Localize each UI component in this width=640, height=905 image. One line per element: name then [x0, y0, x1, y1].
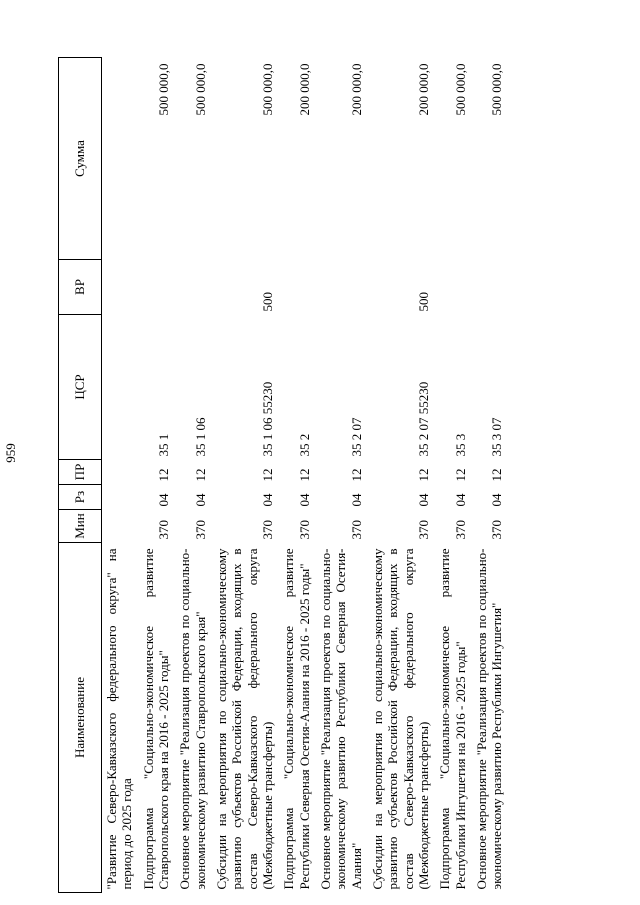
row-pr: 12	[489, 468, 505, 482]
row-sum: 500 000,0	[192, 63, 208, 116]
header-sum: Сумма	[59, 58, 102, 260]
row-sum	[102, 58, 135, 260]
row-vr	[275, 260, 312, 315]
row-rz: 04	[155, 493, 171, 507]
row-csr	[102, 315, 135, 460]
budget-table-rotated	[58, 58, 588, 893]
row-name: Основное мероприятие "Реализация проектов по социально-экономическому развитию Республики Ингушетия"	[473, 548, 505, 890]
row-pr	[102, 460, 135, 485]
table-row	[468, 58, 505, 893]
row-min: 370	[259, 520, 275, 540]
row-pr: 12	[155, 468, 171, 482]
row-sum: 200 000,0	[415, 63, 431, 116]
row-vr	[171, 260, 208, 315]
table-row	[431, 58, 468, 893]
row-csr: 35 1	[155, 433, 171, 457]
row-pr: 12	[415, 468, 431, 482]
row-min: 370	[296, 520, 312, 540]
table-row	[208, 58, 275, 893]
page-number	[0, 0, 22, 905]
row-pr: 12	[452, 468, 468, 482]
row-min: 370	[489, 520, 505, 540]
row-csr: 35 3	[452, 433, 468, 457]
row-vr	[312, 260, 364, 315]
row-vr	[135, 260, 172, 315]
row-name: Подпрограмма "Социально-экономическое развитие Ставропольского края на 2016 - 2025 годы"	[140, 548, 171, 890]
row-rz: 04	[192, 493, 208, 507]
row-csr: 35 2 07 55230	[415, 381, 431, 457]
row-rz: 04	[415, 493, 431, 507]
row-csr: 35 1 06	[192, 417, 208, 457]
header-vr: ВР	[59, 260, 102, 315]
row-sum: 500 000,0	[489, 63, 505, 116]
table-row	[171, 58, 208, 893]
header-csr: ЦСР	[59, 315, 102, 460]
row-name: Основное мероприятие "Реализация проектов по социально-экономическому развитию Республики Северная Осетия-Алания"	[317, 548, 364, 890]
row-min: 370	[415, 520, 431, 540]
row-pr: 12	[296, 468, 312, 482]
row-min: 370	[155, 520, 171, 540]
row-name: Основное мероприятие "Реализация проектов по социально-экономическому развитию Ставропольского края"	[177, 548, 208, 890]
row-sum: 200 000,0	[348, 63, 364, 116]
row-sum: 200 000,0	[296, 63, 312, 116]
header-rz: Рз	[59, 485, 102, 510]
row-pr: 12	[348, 468, 364, 482]
row-rz: 04	[348, 493, 364, 507]
table-header-row	[59, 58, 102, 893]
row-name: Субсидии на мероприятия по социально-экономическому развитию субъектов Российской Федерации, входящих в состав Северо-Кавказского федерального округа (Межбюджетные трансферты)	[369, 548, 431, 890]
row-csr: 35 3 07	[489, 417, 505, 457]
header-pr: ПР	[59, 460, 102, 485]
row-name: Субсидии на мероприятия по социально-экономическому развитию субъектов Российской Федерации, входящих в состав Северо-Кавказского федерального округа (Межбюджетные трансферты)	[213, 548, 275, 890]
row-sum: 500 000,0	[452, 63, 468, 116]
row-vr	[431, 260, 468, 315]
header-min: Мин	[59, 510, 102, 543]
row-csr: 35 1 06 55230	[259, 381, 275, 457]
row-rz: 04	[296, 493, 312, 507]
row-sum: 500 000,0	[155, 63, 171, 116]
table-row	[275, 58, 312, 893]
row-sum: 500 000,0	[259, 63, 275, 116]
row-rz: 04	[259, 493, 275, 507]
row-rz: 04	[489, 493, 505, 507]
row-min: 370	[192, 520, 208, 540]
row-vr: 500	[259, 292, 275, 312]
budget-table	[58, 57, 505, 893]
row-pr: 12	[259, 468, 275, 482]
row-rz: 04	[452, 493, 468, 507]
table-row	[364, 58, 431, 893]
table-row	[312, 58, 364, 893]
row-name: Подпрограмма "Социально-экономическое развитие Республики Северная Осетия-Алания на 2016 - 2025 годы"	[281, 548, 312, 890]
table-row	[135, 58, 172, 893]
row-name: Подпрограмма "Социально-экономическое развитие Республики Ингушетия на 2016 - 2025 годы"	[437, 548, 468, 890]
row-pr: 12	[192, 468, 208, 482]
row-vr	[468, 260, 505, 315]
row-vr: 500	[415, 292, 431, 312]
row-csr: 35 2	[296, 433, 312, 457]
row-csr: 35 2 07	[348, 417, 364, 457]
row-min: 370	[348, 520, 364, 540]
table-row	[102, 58, 135, 893]
row-rz	[102, 485, 135, 510]
page-number-text: 959	[3, 442, 18, 463]
row-name: "Развитие Северо-Кавказского федерального округа" на период до 2025 года	[104, 548, 135, 890]
header-name: Наименование	[59, 543, 102, 893]
row-vr	[102, 260, 135, 315]
row-min: 370	[452, 520, 468, 540]
row-min	[102, 510, 135, 543]
